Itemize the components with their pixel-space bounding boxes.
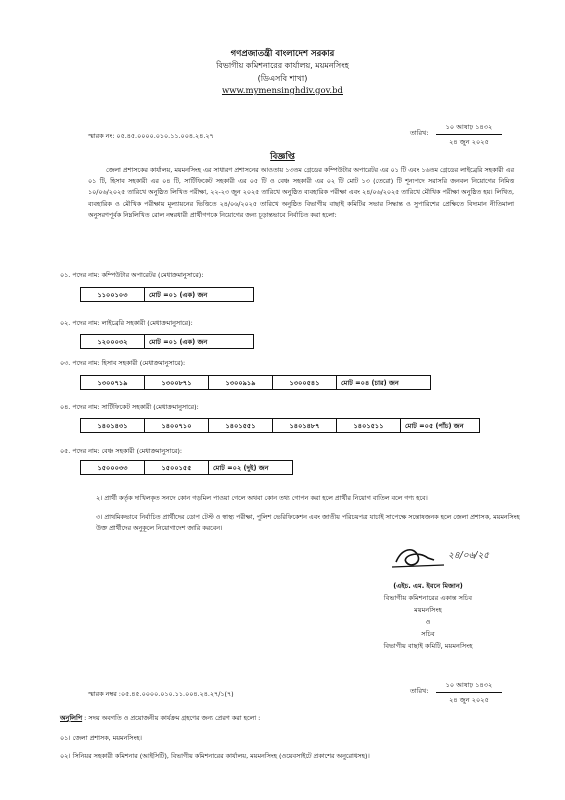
memo-number-2: স্মারক নম্বর :০৫.৪৫.০০০০.০১০.১১.০০৪.২৪.২৭/১(৭) xyxy=(88,690,234,698)
date-bangla: ১০ আষাঢ় ১৪৩২ xyxy=(445,123,493,131)
roll-total: মোট =০১ (এক) জন xyxy=(145,335,254,349)
signatory-place: ময়মনসিংহ xyxy=(414,606,442,614)
date-gregorian: ২৪ জুন ২০২৫ xyxy=(449,696,489,704)
date-divider xyxy=(436,134,502,135)
roll-number: ১৩০০৫৪১ xyxy=(273,376,337,390)
notice-title: বিজ্ঞপ্তি xyxy=(270,152,295,162)
memo-date xyxy=(436,121,502,148)
roll-total: মোট =০১ (এক) জন xyxy=(145,288,254,302)
copy-text: : সদয় অবগতি ও প্রয়োজনীয় কার্যক্রম গ্রহণের জন্য প্রেরণ করা হলো : xyxy=(84,714,261,722)
govt-title: গণপ্রজাতন্ত্রী বাংলাদেশ সরকার xyxy=(230,49,335,59)
copy-label: অনুলিপি xyxy=(60,714,83,722)
roll-number: ১৪০১৪৩১ xyxy=(81,419,145,433)
intro-paragraph: জেলা প্রশাসকের কার্যালয়, ময়মনসিংহ এর সাধারণ প্রশাসনের আওতায় ১৩তম গ্রেডের কম্পিউটার অপারেটর এর ০১ টি এবং ১৬তম গ্রেডের লাইব্রেরি সহকারী এর ০১ টি, হিসাব সহকারী এর ০৪ টি, সার্টিফিকেট সহকারী এর ০৫ টি ও বেঞ্চ সহকারী এর ০২ টি মোট ১৩ (তেরো) টি শূন্যপদে সরাসরি জনবল নিয়োগের নিমিত্ত ১০/০৬/২০২৫ তারিখে অনুষ্ঠিত লিখিত পরীক্ষা, ২২-২৩ জুন ২০২৫ তারিখে অনুষ্ঠিত ব্যবহারিক পরীক্ষা এবং ২৪/০৬/২০২৫ তারিখে মৌখিক পরীক্ষা অনুষ্ঠিত হয়। লিখিত, ব্যবহারিক ও মৌখিক পরীক্ষায় মূল্যায়নের ভিত্তিতে ২৪/০৬/২০২৫ তারিখে অনুষ্ঠিত বিভাগীয় বাছাই কমিটির সভার সিদ্ধান্ত ও সুপারিশের প্রেক্ষিতে বিদ্যমান নীতিমালা অনুসরণপূর্বক নিম্নলিখিত রোল নম্বরধারী প্রার্থীগণকে নিয়োগের জন্য চূড়ান্তভাবে নির্বাচিত করা হলো: xyxy=(88,167,514,219)
roll-table-5 xyxy=(80,460,293,475)
handwritten-date: ২৪/০৬/২৫ xyxy=(448,551,490,561)
roll-table-4 xyxy=(80,418,480,433)
date-bangla: ১০ আষাঢ় ১৪৩২ xyxy=(445,681,493,689)
website-link[interactable]: www.mymensinghdiv.gov.bd xyxy=(221,86,343,96)
roll-number: ১৩০০৮৭১ xyxy=(145,376,209,390)
roll-total: মোট =০২ (দুই) জন xyxy=(209,461,293,475)
note-3: ৩। প্রাথমিকভাবে নির্বাচিত প্রার্থীদের ডোপ টেস্ট ও স্বাস্থ্য পরীক্ষা, পুলিশ ভেরিফিকেশন এবং জাতীয় পরিচয়পত্র যাচাই সাপেক্ষে সন্তোষজনক হলে জেলা প্রশাসক, ময়মনসিংহ উক্ত প্রার্থীদের অনুকূলে নিয়োগাদেশ জারি করবেন। xyxy=(96,514,520,533)
signatory-designation: বিভাগীয় কমিশনারের একান্ত সচিব xyxy=(383,594,473,602)
roll-number: ১৪০১৫১১ xyxy=(337,419,401,433)
roll-table-3 xyxy=(80,375,431,390)
date-gregorian: ২৪ জুন ২০২৫ xyxy=(449,138,489,146)
roll-number: ১৪০১৪৮৭ xyxy=(273,419,337,433)
signatory-role: সচিব xyxy=(421,630,435,638)
date-label: তারিখ: xyxy=(410,129,429,137)
roll-number: ১১০০১০৩ xyxy=(81,288,145,302)
date-divider xyxy=(436,692,502,693)
note-2: ২। প্রার্থী কর্তৃক দাখিলকৃত সনদে কোন গড়মিল পাওয়া গেলে অথবা কোন তথ্য গোপন করা হলে প্রার্থীর নিয়োগ বাতিল বলে গণ্য হবে। xyxy=(96,495,428,502)
roll-number: ১২০০০৩২ xyxy=(81,335,145,349)
copy-item-1: ০১। জেলা প্রশাসক, ময়মনসিংহ। xyxy=(60,734,142,742)
roll-total: মোট =০৪ (চার) জন xyxy=(337,376,431,390)
roll-number: ১৩০০৯১৯ xyxy=(209,376,273,390)
roll-number: ১৫০০১৫৫ xyxy=(145,461,209,475)
memo-date-2 xyxy=(436,679,502,706)
signatory-committee: বিভাগীয় বাছাই কমিটি, ময়মনসিংহ xyxy=(383,642,473,650)
copy-line xyxy=(60,713,260,724)
signatory-name: (এইচ. এম. ইবনে মিজান) xyxy=(393,582,463,590)
roll-number: ১৪০০৭১০ xyxy=(145,419,209,433)
date-label-2: তারিখ: xyxy=(410,687,429,695)
post-heading-3: ০৩. পদের নাম: হিসাব সহকারী (মেধাক্রমানুসারে): xyxy=(60,359,186,367)
post-heading-4: ০৪. পদের নাম: সার্টিফিকেট সহকারী (মেধাক্রমানুসারে): xyxy=(60,403,199,411)
roll-number: ১৩০০৭১৯ xyxy=(81,376,145,390)
post-heading-5: ০৫. পদের নাম: বেঞ্চ সহকারী (মেধাক্রমানুসারে): xyxy=(60,447,183,455)
office-name: বিভাগীয় কমিশনারের কার্যালয়, ময়মনসিংহ xyxy=(216,61,349,70)
memo-number: স্মারক নং: ০৫.৪৫.০০০০.০১০.১১.০০৪.২৪.২৭ xyxy=(88,132,214,140)
signatory-and: ও xyxy=(425,618,431,626)
roll-number: ১৪০১৫৫১ xyxy=(209,419,273,433)
roll-total: মোট =০৫ (পাঁচ) জন xyxy=(401,419,480,433)
roll-table-1 xyxy=(80,287,254,302)
roll-table-2 xyxy=(80,334,254,349)
copy-item-2: ০২। সিনিয়র সহকারী কমিশনার (আইসিটি), বিভাগীয় কমিশনারের কার্যালয়, ময়মনসিংহ (ওয়েবসাইটে প্রকাশের অনুরোধসহ)। xyxy=(60,752,370,760)
post-heading-2: ০২. পদের নাম: লাইব্রেরি সহকারী (মেধাক্রমানুসারে): xyxy=(60,319,193,327)
branch-name: (ডিএসবি শাখা) xyxy=(257,74,308,83)
post-heading-1: ০১. পদের নাম: কম্পিউটার অপারেটর (মেধাক্রমানুসারে): xyxy=(60,271,204,279)
roll-number: ১৫০০০৩৩ xyxy=(81,461,145,475)
